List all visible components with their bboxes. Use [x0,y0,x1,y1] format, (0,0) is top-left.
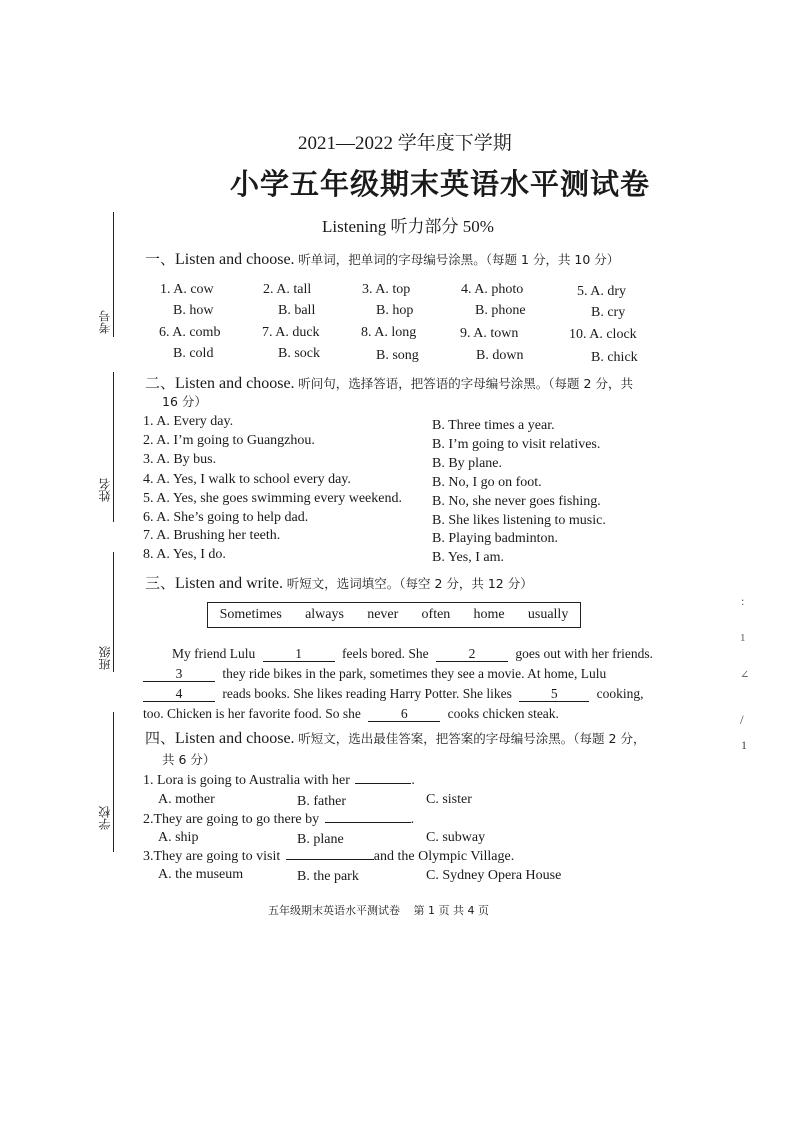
section3-title-cn: 听短文，选词填空。（每空 2 分，共 12 分） [286,576,533,591]
s2-item-5-a: 5. A. Yes, she goes swimming every weekend. [143,491,402,506]
s2-item-2-a: 2. A. I’m going to Guangzhou. [143,433,315,448]
s2-item-4-a: 4. A. Yes, I walk to school every day. [143,472,351,487]
section3-num: 三、 [145,574,176,592]
word-bank-item: Sometimes [219,607,282,622]
blank-6[interactable]: 6 [368,707,440,722]
word-bank-item: home [473,607,505,622]
section2-title [145,372,633,393]
subtitle-cn: 听力部分 [390,217,459,236]
blank-3[interactable]: 3 [143,667,215,682]
s4-blank-1[interactable] [355,783,411,784]
question-text: 3.They are going to visit [143,849,281,864]
footer-text: 五年级期末英语水平测试卷 [268,904,400,917]
s2-item-3-a: 3. A. By bus. [143,452,217,467]
margin-line-1 [113,212,114,337]
s1-item-1-b: B. how [173,303,214,318]
passage-line-2 [143,666,606,682]
word-bank-item: never [367,607,399,622]
blank-4[interactable]: 4 [143,687,215,702]
s2-item-6-a: 6. A. She’s going to help dad. [143,510,309,525]
s4-q2-option-b: B. plane [297,832,344,847]
section3-title [145,572,533,593]
passage-text: cooking, [596,686,644,701]
edge-mark: 1 [740,632,746,644]
passage-text: cooks chicken steak. [447,706,559,721]
s2-item-5-b: B. No, she never goes fishing. [432,494,601,509]
s1-item-6-b: B. cold [173,346,214,361]
s1-item-9-b: B. down [476,348,524,363]
s1-item-8-b: B. song [376,348,419,363]
section1-title [145,248,619,269]
question-text: 1. Lora is going to Australia with her [143,773,350,788]
s1-item-8-a: 8. A. long [361,325,417,340]
question-end: and the Olympic Village. [373,849,515,864]
s2-item-2-b: B. I’m going to visit relatives. [432,437,601,452]
s1-item-2-a: 2. A. tall [263,282,312,297]
margin-label-class: 班级 [98,646,112,670]
margin-label-name: 姓名 [98,478,112,502]
section2-title-cont [162,392,207,411]
section4-title-cont [162,750,215,769]
blank-5[interactable]: 5 [519,687,589,702]
section2-title-en: Listen and choose. [175,375,295,392]
passage-text: too. Chicken is her favorite food. So she [143,706,361,721]
s2-item-1-b: B. Three times a year. [432,418,555,433]
word-bank-item: often [421,607,451,622]
s4-q1-option-a: A. mother [158,792,215,807]
s4-q3-option-c: C. Sydney Opera House [426,868,562,883]
s1-item-5-a: 5. A. dry [577,284,626,299]
page-title: 小学五年级期末英语水平测试卷 [230,169,651,201]
passage-text: feels bored. She [342,646,429,661]
section4-title-cn2: 共 6 分） [162,752,216,767]
s4-q3-option-a: A. the museum [158,867,244,882]
margin-label-exam-number: 考号 [98,310,112,334]
section2-title-cn2: 16 分） [162,394,207,409]
section1-title-en: Listen and choose. [175,251,295,268]
margin-line-3 [113,552,114,672]
footer-page: 第 1 页 共 4 页 [413,904,489,917]
s4-q2-option-c: C. subway [426,830,486,845]
word-bank-item: always [305,607,344,622]
passage-line-4 [143,706,559,722]
s2-item-4-b: B. No, I go on foot. [432,475,542,490]
s1-item-7-a: 7. A. duck [262,325,320,340]
passage-text: they ride bikes in the park, sometimes they see a movie. At home, Lulu [222,666,607,681]
s2-item-8-b: B. Yes, I am. [432,550,504,565]
s1-item-10-a: 10. A. clock [569,327,637,342]
edge-mark: : [741,594,745,608]
word-bank [207,602,581,628]
passage-line-3 [143,686,643,702]
question-end: . [411,773,415,788]
section2-num: 二、 [145,374,176,392]
s1-item-6-a: 6. A. comb [159,325,221,340]
blank-2[interactable]: 2 [436,647,508,662]
s1-item-1-a: 1. A. cow [160,282,214,297]
page-footer [268,902,489,918]
s2-item-7-b: B. Playing badminton. [432,531,558,546]
s4-q1-option-c: C. sister [426,792,472,807]
section-subtitle [322,212,494,237]
year-line: 2021—2022 学年度下学期 [298,133,512,154]
s1-item-5-b: B. cry [591,305,626,320]
margin-line-2 [113,372,114,522]
s4-question-2 [143,812,414,828]
blank-1[interactable]: 1 [263,647,335,662]
subtitle-en: Listening [322,217,387,236]
edge-mark: / [740,712,744,727]
s1-item-10-b: B. chick [591,350,638,365]
section2-title-cn: 听问句，选择答语，把答语的字母编号涂黑。（每题 2 分，共 [298,376,633,391]
passage-text: My friend Lulu [172,646,256,661]
edge-mark: 1 [741,738,747,752]
s2-item-1-a: 1. A. Every day. [143,414,234,429]
passage-text: reads books. She likes reading Harry Potter. She likes [222,686,512,701]
edge-mark: ∠ [740,669,750,681]
s1-item-7-b: B. sock [278,346,320,361]
s4-blank-3[interactable] [286,859,374,860]
s2-item-8-a: 8. A. Yes, I do. [143,547,226,562]
subtitle-pct: 50% [462,217,494,236]
s1-item-2-b: B. ball [278,303,316,318]
margin-label-school: 学校 [98,806,112,830]
passage-text: goes out with her friends. [515,646,653,661]
section4-title [145,727,645,748]
s1-item-4-a: 4. A. photo [461,282,524,297]
s4-question-3 [143,849,514,865]
s1-item-3-b: B. hop [376,303,414,318]
s4-blank-2[interactable] [325,822,411,823]
s1-item-9-a: 9. A. town [460,326,519,341]
section1-title-cn: 听单词，把单词的字母编号涂黑。（每题 1 分，共 10 分） [298,252,620,267]
margin-line-4 [113,712,114,852]
section3-title-en: Listen and write. [175,575,283,592]
section1-num: 一、 [145,250,176,268]
section4-title-en: Listen and choose. [175,730,295,747]
s2-item-6-b: B. She likes listening to music. [432,513,606,528]
s1-item-4-b: B. phone [475,303,526,318]
s4-q1-option-b: B. father [297,794,346,809]
s4-q2-option-a: A. ship [158,830,199,845]
word-bank-item: usually [527,607,569,622]
question-end: . [410,812,415,827]
s4-question-1 [143,773,415,789]
s2-item-3-b: B. By plane. [432,456,502,471]
section4-title-cn: 听短文，选出最佳答案，把答案的字母编号涂黑。（每题 2 分， [298,731,646,746]
passage-line-1 [172,646,653,662]
s2-item-7-a: 7. A. Brushing her teeth. [143,528,281,543]
s4-q3-option-b: B. the park [297,869,359,884]
question-text: 2.They are going to go there by [143,812,320,827]
section4-num: 四、 [145,729,176,747]
s1-item-3-a: 3. A. top [362,282,411,297]
